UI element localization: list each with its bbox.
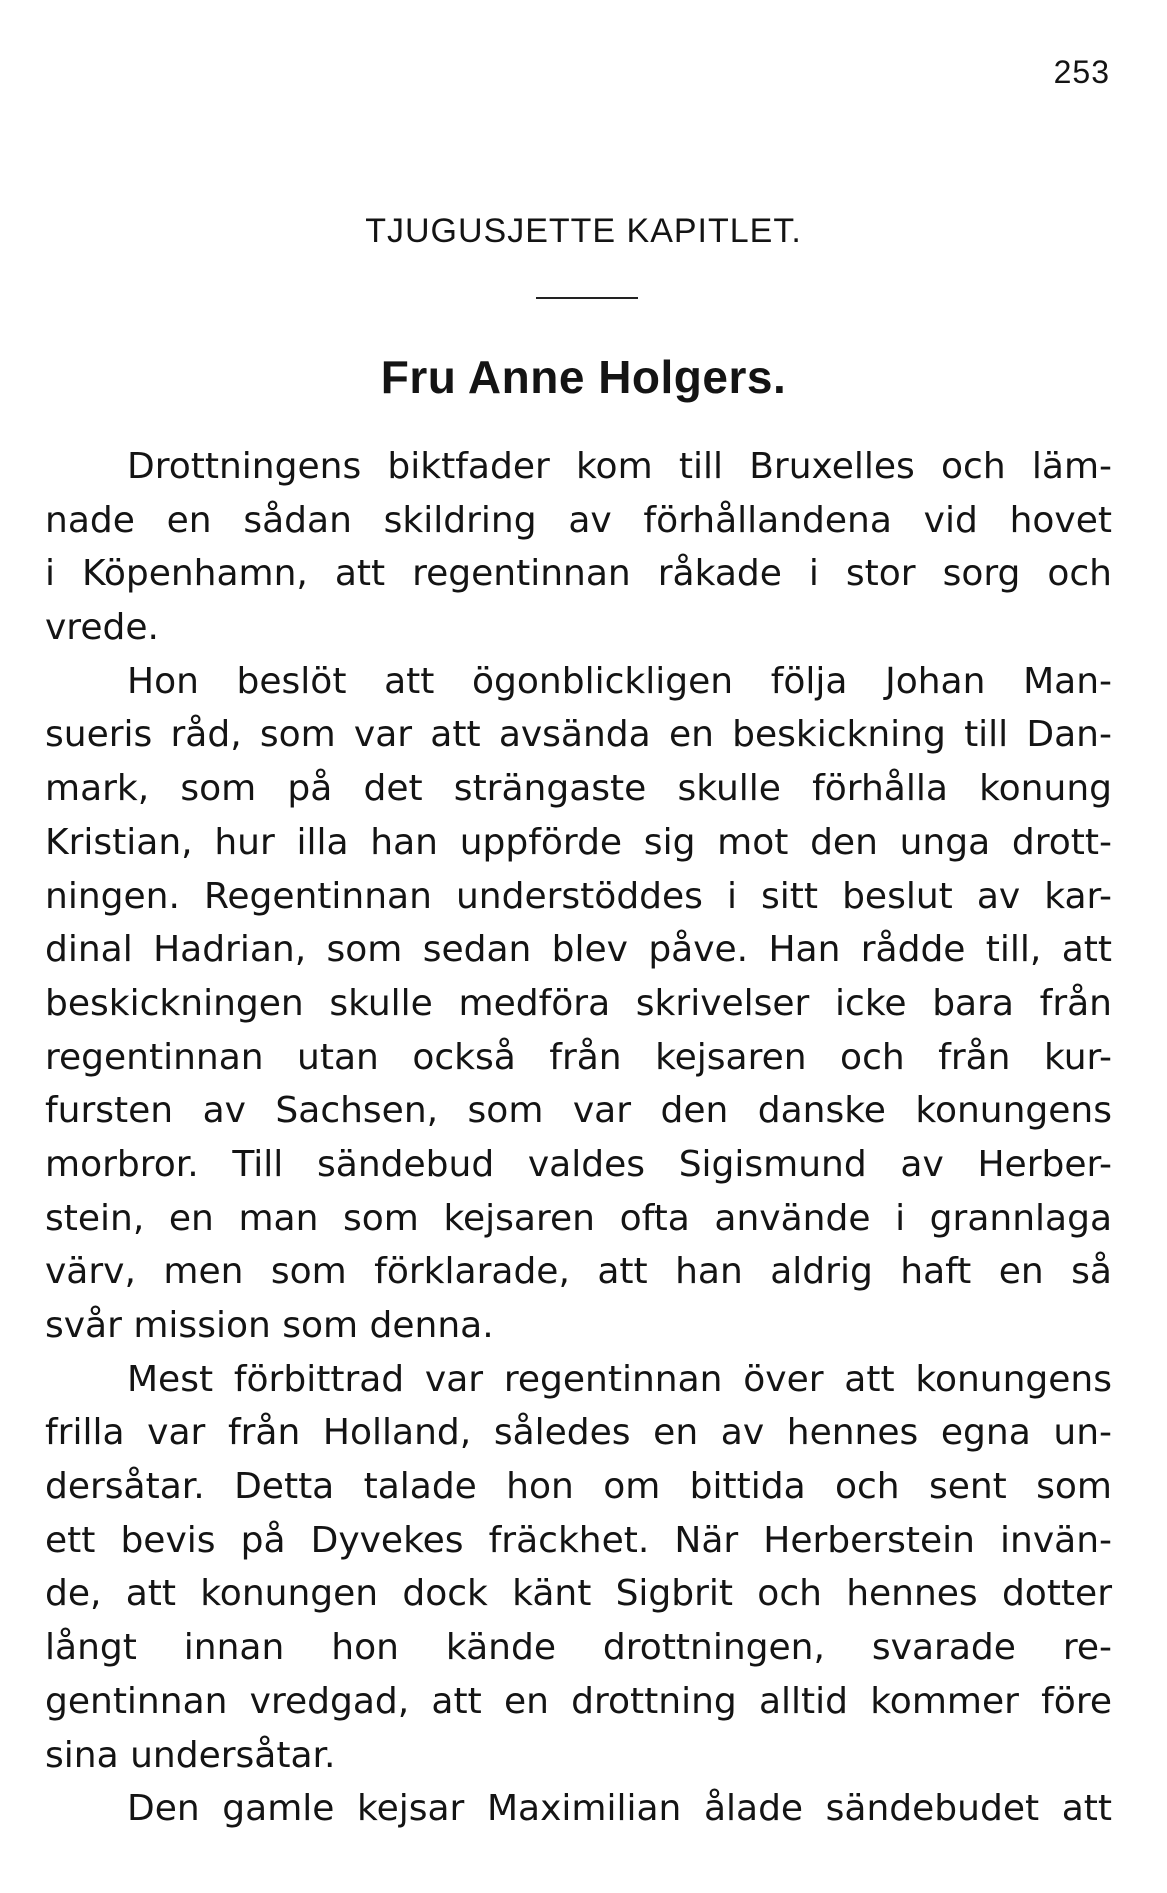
text-line: regentinnan utan också från kejsaren och från kur- (45, 1036, 1112, 1078)
text-line: mark, som på det strängaste skulle förhålla konung (45, 768, 1112, 810)
text-line: stein, en man som kejsaren ofta använde i grannlaga (45, 1197, 1112, 1239)
text-line: nade en sådan skildring av förhållandena vid hovet (45, 499, 1112, 541)
text-line: i Köpenhamn, att regentinnan råkade i stor sorg och (45, 553, 1112, 595)
text-line: långt innan hon kände drottningen, svarade re- (45, 1627, 1112, 1669)
page-number: 253 (1053, 54, 1110, 90)
text-line: Drottningens biktfader kom till Bruxelles och läm- (127, 446, 1112, 487)
heading-divider (536, 297, 638, 299)
chapter-heading: TJUGUSJETTE KAPITLET. (365, 212, 802, 250)
text-line: Kristian, hur illa han uppförde sig mot den unga drott- (45, 821, 1112, 863)
text-line: Hon beslöt att ögonblickligen följa Johan Man- (127, 660, 1112, 702)
chapter-title: Fru Anne Holgers. (380, 351, 787, 403)
text-line: värv, men som förklarade, att han aldrig haft en så (45, 1251, 1112, 1293)
body-text (45, 440, 1112, 1836)
text-line: svår mission som denna. (45, 1305, 494, 1346)
text-line: dinal Hadrian, som sedan blev påve. Han rådde till, att (45, 929, 1112, 971)
text-line: de, att konungen dock känt Sigbrit och hennes dotter (45, 1573, 1112, 1615)
text-line: beskickningen skulle medföra skrivelser icke bara från (45, 982, 1112, 1024)
text-line: sina undersåtar. (45, 1734, 336, 1776)
text-line: dersåtar. Detta talade hon om bittida och sent som (45, 1466, 1112, 1508)
text-line: sueris råd, som var att avsända en beskickning till Dan- (45, 714, 1112, 756)
text-line: gentinnan vredgad, att en drottning alltid kommer före (45, 1680, 1112, 1722)
text-line: vrede. (45, 607, 159, 649)
text-line: fursten av Sachsen, som var den danske konungens (45, 1090, 1112, 1132)
text-line: Den gamle kejsar Maximilian ålade sändebudet att (127, 1788, 1112, 1830)
text-line: frilla var från Holland, således en av hennes egna un- (45, 1412, 1112, 1454)
text-line: ett bevis på Dyvekes fräckhet. När Herberstein invän- (45, 1519, 1112, 1561)
text-line: ningen. Regentinnan understöddes i sitt beslut av kar- (45, 875, 1112, 917)
text-line: morbror. Till sändebud valdes Sigismund av Herber- (45, 1143, 1112, 1185)
text-line: Mest förbittrad var regentinnan över att konungens (127, 1358, 1112, 1400)
